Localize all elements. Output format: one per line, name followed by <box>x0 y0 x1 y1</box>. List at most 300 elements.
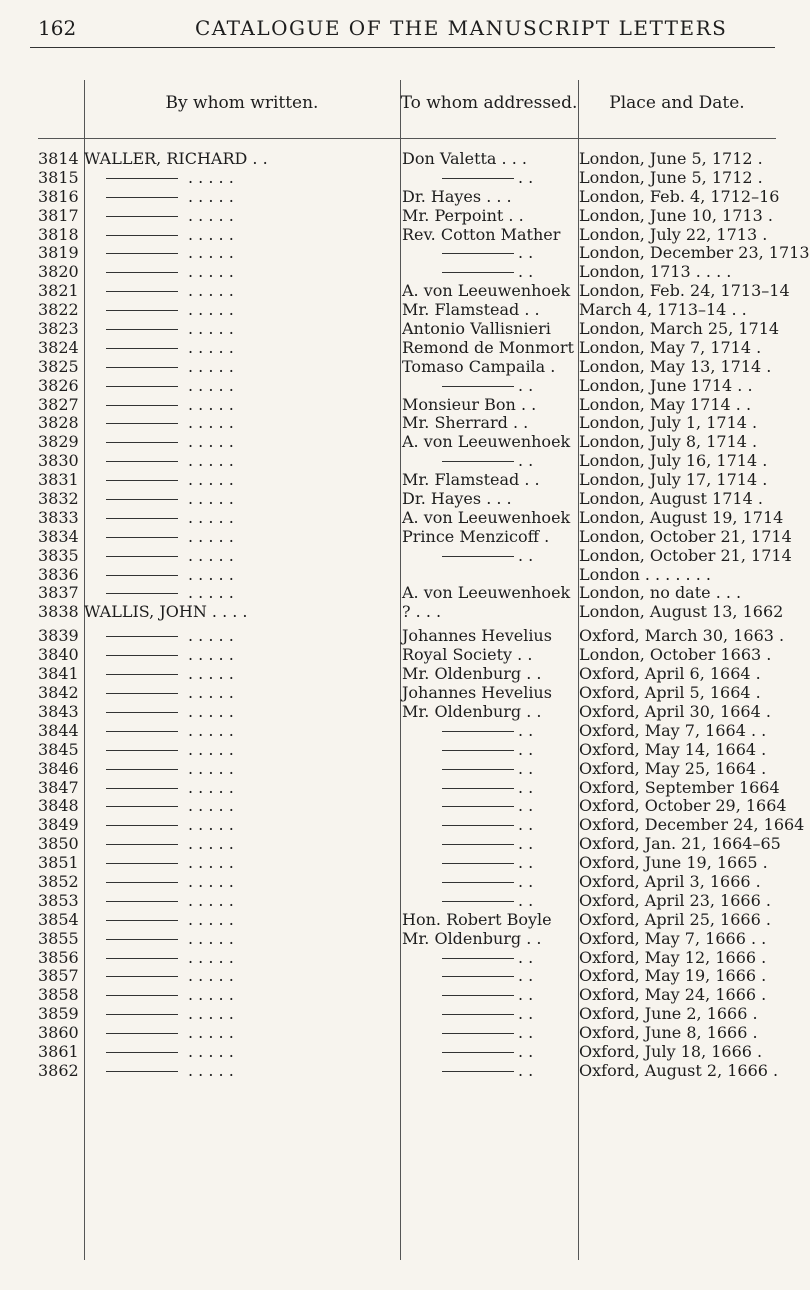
addressee-cell <box>402 967 577 986</box>
place-date-cell: Oxford, April 6, 1664 . <box>579 664 761 684</box>
catalogue-number: 3852 <box>38 871 79 891</box>
writer-cell <box>84 282 399 301</box>
ditto-rule <box>442 253 514 254</box>
table-row <box>38 471 776 490</box>
leader-dots: . . . . . <box>188 300 234 320</box>
table-row <box>38 722 776 741</box>
table-row <box>38 646 776 665</box>
addressee-cell: Remond de Monmort <box>402 337 574 357</box>
leader-dots: . . . . . <box>188 262 234 282</box>
catalogue-number: 3839 <box>38 626 79 646</box>
catalogue-number: 3816 <box>38 186 79 206</box>
leader-dots: . . <box>518 262 534 282</box>
table-row <box>38 930 776 949</box>
ditto-rule <box>106 958 178 959</box>
ditto-rule <box>106 272 178 273</box>
catalogue-number: 3841 <box>38 664 79 684</box>
ditto-rule <box>442 386 514 387</box>
catalogue-number: 3814 <box>38 149 79 168</box>
ditto-rule <box>442 995 514 996</box>
writer-cell: WALLIS, JOHN . . . . <box>84 602 248 622</box>
leader-dots: . . <box>518 739 534 759</box>
catalogue-number: 3862 <box>38 1060 79 1080</box>
catalogue-number: 3818 <box>38 224 79 244</box>
catalogue-number: 3845 <box>38 739 79 759</box>
ditto-rule <box>442 556 514 557</box>
addressee-cell <box>402 1024 577 1043</box>
addressee-cell: Mr. Perpoint . . <box>402 205 524 225</box>
column-header-rule <box>38 138 776 139</box>
writer-cell <box>84 584 399 603</box>
catalogue-number: 3859 <box>38 1004 79 1024</box>
ditto-rule <box>106 806 178 807</box>
catalogue-number: 3834 <box>38 526 79 546</box>
addressee-cell: Royal Society . . <box>402 645 533 665</box>
writer-cell <box>84 377 399 396</box>
ditto-rule <box>442 1071 514 1072</box>
column-header-place: Place and Date. <box>609 93 745 113</box>
leader-dots: . . . . . <box>188 928 234 948</box>
ditto-rule <box>106 674 178 675</box>
table-row <box>38 1005 776 1024</box>
ditto-rule <box>106 863 178 864</box>
table-row <box>38 873 776 892</box>
leader-dots: . . <box>518 758 534 778</box>
catalogue-number: 3838 <box>38 602 79 622</box>
leader-dots: . . <box>518 545 534 565</box>
ditto-rule <box>106 920 178 921</box>
table-row <box>38 815 805 835</box>
catalogue-number: 3844 <box>38 720 79 740</box>
ditto-rule <box>106 655 178 656</box>
place-date-cell: London, October 21, 1714 <box>579 526 792 546</box>
leader-dots: . . <box>518 1004 534 1024</box>
writer-cell <box>84 930 399 949</box>
catalogue-number: 3850 <box>38 834 79 854</box>
addressee-cell: Mr. Oldenburg . . <box>402 701 542 721</box>
writer-cell <box>84 358 399 377</box>
place-date-cell: Oxford, April 3, 1666 . <box>579 871 761 891</box>
table-row <box>38 967 776 986</box>
leader-dots: . . <box>518 777 534 797</box>
leader-dots: . . . . . <box>188 243 234 263</box>
leader-dots: . . . . . <box>188 564 234 584</box>
table-row <box>38 892 776 911</box>
addressee-cell <box>402 835 577 854</box>
leader-dots: . . <box>518 871 534 891</box>
ditto-rule <box>106 480 178 481</box>
place-date-cell: London, August 1714 . <box>579 489 763 509</box>
ditto-rule <box>442 976 514 977</box>
catalogue-number: 3853 <box>38 890 79 910</box>
addressee-cell <box>402 986 577 1005</box>
table-row <box>38 243 810 263</box>
writer-cell <box>84 547 399 566</box>
place-date-cell: Oxford, June 8, 1666 . <box>579 1023 758 1043</box>
letters-table <box>38 149 810 1081</box>
addressee-cell: ? . . . <box>402 602 442 622</box>
writer-cell <box>84 471 399 490</box>
leader-dots: . . <box>518 167 534 187</box>
ditto-rule <box>106 1014 178 1015</box>
ditto-rule <box>106 556 178 557</box>
place-date-cell: Oxford, June 19, 1665 . <box>579 853 768 873</box>
writer-cell <box>84 911 399 930</box>
catalogue-number: 3819 <box>38 243 79 263</box>
addressee-cell: Mr. Oldenburg . . <box>402 928 542 948</box>
catalogue-number: 3822 <box>38 300 79 320</box>
catalogue-number: 3833 <box>38 507 79 527</box>
addressee-cell <box>402 760 577 779</box>
place-date-cell: London, March 25, 1714 <box>579 319 780 339</box>
ditto-rule <box>106 329 178 330</box>
leader-dots: . . . . . <box>188 224 234 244</box>
table-row <box>38 186 780 207</box>
ditto-rule <box>442 863 514 864</box>
ditto-rule <box>106 178 178 179</box>
ditto-rule <box>442 731 514 732</box>
ditto-rule <box>106 310 178 311</box>
place-date-cell: London, July 1, 1714 . <box>579 413 758 433</box>
table-row <box>38 452 776 471</box>
catalogue-number: 3860 <box>38 1023 79 1043</box>
leader-dots: . . . . . <box>188 815 234 835</box>
table-row <box>38 150 776 169</box>
table-row <box>38 703 776 722</box>
writer-cell <box>84 1024 399 1043</box>
place-date-cell: London, December 23, 1713 <box>579 243 810 263</box>
ditto-rule <box>106 405 178 406</box>
writer-cell <box>84 263 399 282</box>
addressee-cell: Antonio Vallisnieri <box>402 319 551 339</box>
table-row <box>38 834 781 854</box>
leader-dots: . . . . . <box>188 966 234 986</box>
writer-cell <box>84 244 399 263</box>
table-row <box>38 339 776 358</box>
writer-cell <box>84 1005 399 1024</box>
leader-dots: . . . . . <box>188 645 234 665</box>
leader-dots: . . . . . <box>188 683 234 703</box>
ditto-rule <box>106 731 178 732</box>
table-row <box>38 507 784 528</box>
place-date-cell: Oxford, June 2, 1666 . <box>579 1004 758 1024</box>
addressee-cell: Dr. Hayes . . . <box>402 489 512 509</box>
leader-dots: . . . . . <box>188 281 234 301</box>
ditto-rule <box>442 844 514 845</box>
place-date-cell: Oxford, April 5, 1664 . <box>579 683 761 703</box>
leader-dots: . . <box>518 375 534 395</box>
addressee-cell: Hon. Robert Boyle <box>402 909 552 929</box>
leader-dots: . . . . . <box>188 871 234 891</box>
writer-cell <box>84 169 399 188</box>
catalogue-number: 3821 <box>38 281 79 301</box>
place-date-cell: London, May 1714 . . <box>579 394 752 414</box>
catalogue-number: 3857 <box>38 966 79 986</box>
leader-dots: . . . . . <box>188 701 234 721</box>
addressee-cell <box>402 722 577 741</box>
leader-dots: . . . . . <box>188 1023 234 1043</box>
table-row <box>38 545 792 566</box>
catalogue-number: 3861 <box>38 1041 79 1061</box>
catalogue-number: 3835 <box>38 545 79 565</box>
writer-cell <box>84 414 399 433</box>
ditto-rule <box>106 216 178 217</box>
catalogue-number: 3832 <box>38 489 79 509</box>
writer-cell <box>84 646 399 665</box>
writer-cell <box>84 873 399 892</box>
place-date-cell: Oxford, August 2, 1666 . <box>579 1060 779 1080</box>
addressee-cell <box>402 452 577 471</box>
table-row <box>38 911 776 930</box>
place-date-cell: Oxford, May 7, 1666 . . <box>579 928 767 948</box>
writer-cell <box>84 339 399 358</box>
writer-cell: WALLER, RICHARD . . <box>84 149 268 168</box>
column-header-addressee: To whom addressed. <box>400 93 578 113</box>
ditto-rule <box>106 825 178 826</box>
ditto-rule <box>442 1052 514 1053</box>
leader-dots: . . . . . <box>188 319 234 339</box>
addressee-cell <box>402 816 577 835</box>
table-row <box>38 760 776 779</box>
catalogue-number: 3820 <box>38 262 79 282</box>
table-row <box>38 1043 776 1062</box>
addressee-cell: A. von Leeuwenhoek <box>402 507 571 527</box>
ditto-rule <box>106 844 178 845</box>
catalogue-number: 3815 <box>38 167 79 187</box>
writer-cell <box>84 949 399 968</box>
writer-cell <box>84 226 399 245</box>
ditto-rule <box>106 253 178 254</box>
addressee-cell: Dr. Hayes . . . <box>402 186 512 206</box>
leader-dots: . . <box>518 1060 534 1080</box>
table-row <box>38 263 776 282</box>
leader-dots: . . . . . <box>188 739 234 759</box>
addressee-cell <box>402 854 577 873</box>
table-row <box>38 986 776 1005</box>
ditto-rule <box>442 882 514 883</box>
writer-cell <box>84 684 399 703</box>
place-date-cell: London, no date . . . <box>579 583 742 603</box>
addressee-cell: Johannes Hevelius <box>402 626 552 646</box>
ditto-rule <box>106 235 178 236</box>
ditto-rule <box>442 825 514 826</box>
leader-dots: . . <box>518 1023 534 1043</box>
catalogue-number: 3831 <box>38 470 79 490</box>
ditto-rule <box>106 518 178 519</box>
place-date-cell: London, October 21, 1714 <box>579 545 792 565</box>
ditto-rule <box>106 423 178 424</box>
ditto-rule <box>106 995 178 996</box>
leader-dots: . . . . . <box>188 1060 234 1080</box>
writer-cell <box>84 188 399 207</box>
writer-cell <box>84 760 399 779</box>
writer-cell <box>84 1062 399 1081</box>
leader-dots: . . . . . <box>188 796 234 816</box>
table-row <box>38 226 776 245</box>
place-date-cell: Oxford, Jan. 21, 1664–65 <box>579 834 781 854</box>
leader-dots: . . . . . <box>188 205 234 225</box>
place-date-cell: London, June 5, 1712 . <box>579 167 763 187</box>
addressee-cell <box>402 377 577 396</box>
writer-cell <box>84 779 399 798</box>
writer-cell <box>84 967 399 986</box>
running-head: CATALOGUE OF THE MANUSCRIPT LETTERS <box>195 16 728 40</box>
table-row <box>38 396 776 415</box>
table-row <box>38 281 790 301</box>
leader-dots: . . . . . <box>188 1041 234 1061</box>
leader-dots: . . . . . <box>188 1004 234 1024</box>
ditto-rule <box>442 750 514 751</box>
leader-dots: . . <box>518 796 534 816</box>
catalogue-number: 3855 <box>38 928 79 948</box>
ditto-rule <box>106 367 178 368</box>
catalogue-number: 3856 <box>38 947 79 967</box>
addressee-cell: Johannes Hevelius <box>402 683 552 703</box>
ditto-rule <box>106 1052 178 1053</box>
catalogue-number: 3847 <box>38 777 79 797</box>
leader-dots: . . . . . <box>188 853 234 873</box>
ditto-rule <box>106 348 178 349</box>
leader-dots: . . . . . <box>188 432 234 452</box>
ditto-rule <box>442 901 514 902</box>
leader-dots: . . . . . <box>188 413 234 433</box>
catalogue-number: 3854 <box>38 909 79 929</box>
catalogue-number: 3840 <box>38 645 79 665</box>
leader-dots: . . . . . <box>188 909 234 929</box>
ditto-rule <box>106 712 178 713</box>
catalogue-number: 3825 <box>38 356 79 376</box>
table-row <box>38 1060 779 1081</box>
table-row <box>38 490 776 509</box>
leader-dots: . . <box>518 1041 534 1061</box>
catalogue-number: 3843 <box>38 701 79 721</box>
addressee-cell <box>402 263 577 282</box>
leader-dots: . . . . . <box>188 526 234 546</box>
addressee-cell: Tomaso Campaila . <box>402 356 556 376</box>
addressee-cell: Mr. Sherrard . . <box>402 413 529 433</box>
ditto-rule <box>106 901 178 902</box>
table-row <box>38 626 785 646</box>
leader-dots: . . . . . <box>188 583 234 603</box>
addressee-cell: Prince Menzicoff . <box>402 526 550 546</box>
place-date-cell: Oxford, March 30, 1663 . <box>579 626 785 646</box>
addressee-cell <box>402 949 577 968</box>
writer-cell <box>84 892 399 911</box>
leader-dots: . . <box>518 243 534 263</box>
leader-dots: . . . . . <box>188 167 234 187</box>
catalogue-number: 3823 <box>38 319 79 339</box>
ditto-rule <box>106 882 178 883</box>
addressee-cell: Monsieur Bon . . <box>402 394 537 414</box>
addressee-cell: Don Valetta . . . <box>402 149 527 168</box>
table-row <box>38 169 776 188</box>
ditto-rule <box>106 593 178 594</box>
writer-cell <box>84 433 399 452</box>
table-row <box>38 301 776 320</box>
leader-dots: . . . . . <box>188 947 234 967</box>
addressee-cell: A. von Leeuwenhoek <box>402 281 571 301</box>
place-date-cell: London, Feb. 4, 1712–16 <box>579 186 780 206</box>
leader-dots: . . . . . <box>188 451 234 471</box>
leader-dots: . . <box>518 853 534 873</box>
table-row <box>38 584 776 603</box>
ditto-rule <box>106 636 178 637</box>
leader-dots: . . . . . <box>188 470 234 490</box>
place-date-cell: Oxford, May 14, 1664 . <box>579 739 767 759</box>
table-row <box>38 414 776 433</box>
addressee-cell <box>402 1062 577 1081</box>
addressee-cell <box>402 244 577 263</box>
ditto-rule <box>442 958 514 959</box>
table-row <box>38 602 784 627</box>
ditto-rule <box>442 178 514 179</box>
ditto-rule <box>106 769 178 770</box>
ditto-rule <box>442 272 514 273</box>
writer-cell <box>84 509 399 528</box>
addressee-cell <box>402 1043 577 1062</box>
table-row <box>38 665 776 684</box>
leader-dots: . . . . . <box>188 337 234 357</box>
ditto-rule <box>106 693 178 694</box>
addressee-cell <box>402 741 577 760</box>
writer-cell <box>84 741 399 760</box>
catalogue-number: 3827 <box>38 394 79 414</box>
ditto-rule <box>106 291 178 292</box>
catalogue-number: 3824 <box>38 337 79 357</box>
addressee-cell: Mr. Flamstead . . <box>402 470 540 490</box>
place-date-cell: Oxford, December 24, 1664 <box>579 815 805 835</box>
leader-dots: . . <box>518 947 534 967</box>
ditto-rule <box>106 788 178 789</box>
catalogue-number: 3829 <box>38 432 79 452</box>
place-date-cell: London, July 22, 1713 . <box>579 224 768 244</box>
place-date-cell: London, June 1714 . . <box>579 375 753 395</box>
writer-cell <box>84 986 399 1005</box>
table-row <box>38 358 776 377</box>
ditto-rule <box>106 386 178 387</box>
ditto-rule <box>106 750 178 751</box>
ditto-rule <box>106 537 178 538</box>
place-date-cell: London, May 13, 1714 . <box>579 356 772 376</box>
header-rule <box>30 47 775 48</box>
leader-dots: . . . . . <box>188 545 234 565</box>
place-date-cell: Oxford, May 12, 1666 . <box>579 947 767 967</box>
leader-dots: . . <box>518 966 534 986</box>
leader-dots: . . . . . <box>188 489 234 509</box>
writer-cell <box>84 566 399 585</box>
catalogue-number: 3858 <box>38 985 79 1005</box>
leader-dots: . . <box>518 890 534 910</box>
place-date-cell: March 4, 1713–14 . . <box>579 300 747 320</box>
table-row <box>38 319 780 339</box>
table-row <box>38 777 780 798</box>
table-row <box>38 741 776 760</box>
ditto-rule <box>442 769 514 770</box>
leader-dots: . . . . . <box>188 777 234 797</box>
table-row <box>38 377 776 396</box>
addressee-cell: A. von Leeuwenhoek <box>402 432 571 452</box>
place-date-cell: London, October 1663 . <box>579 645 772 665</box>
table-row <box>38 1024 776 1043</box>
writer-cell <box>84 207 399 226</box>
place-date-cell: Oxford, July 18, 1666 . <box>579 1041 763 1061</box>
addressee-cell: Rev. Cotton Mather <box>402 224 561 244</box>
ditto-rule <box>106 461 178 462</box>
table-row <box>38 796 787 816</box>
leader-dots: . . . . . <box>188 507 234 527</box>
leader-dots: . . . . . <box>188 664 234 684</box>
place-date-cell: London, June 5, 1712 . <box>579 149 763 168</box>
